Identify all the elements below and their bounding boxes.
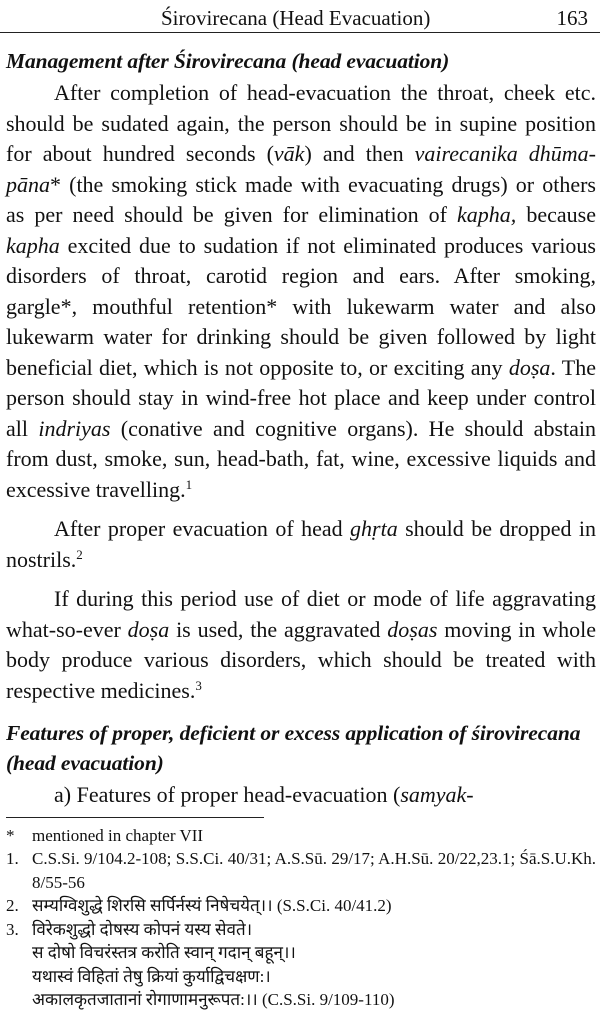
footnote-3: 3. विरेकशुद्धो दोषस्य कोपनं यस्य सेवते। (6, 919, 253, 939)
footnote-ref-2: 2 (76, 546, 83, 562)
footnote-1: 1. C.S.Si. 9/104.2-108; S.S.Ci. 40/31; A.S.Sū. 29/17; A.H.Sū. 20/22,23.1; Śā.S.U.Kh. 8/55-56 (6, 849, 596, 892)
footnote-ref-3: 3 (195, 677, 202, 693)
paragraph-management: After completion of head-evacuation the throat, cheek etc. should be sudated again, the person should be in supine position for about hundred seconds (vāk) and then vairecanika dhūma-pāna* (the smoking stick made with evacuating drugs) or others as per need should be given for elimination of kapha, because kapha excited due to sudation if not eliminated produces various disorders of throat, carotid region and ears. After smoking, gargle*, mouthful retention* with lukewarm water and also lukewarm water for drinking should be given followed by light beneficial diet, which is not opposite to, or exciting any doṣa. The person should stay in wind-free hot place and keep under control all indriyas (conative and cognitive organs). He should abstain from dust, smoke, sun, head-bath, fat, wine, excessive liquids and excessive travelling.$^1$ (6, 80, 596, 502)
running-header (6, 4, 596, 34)
footnote-2: 2. सम्यग्विशुद्धे शिरसि सर्पिर्नस्यं निषेचयेत्।। (S.S.Ci. 40/41.2) (6, 896, 392, 915)
footnote-star: * mentioned in chapter VII (6, 825, 204, 845)
footnote-divider (6, 817, 264, 818)
page-number: 163 (556, 6, 588, 30)
footnote-3-verse-line-2: स दोषो विचरंस्तत्र करोति स्वान् गदान् बहून्।। (32, 943, 296, 962)
footnote-3-verse-line-3: यथास्वं विहितां तेषु क्रियां कुर्याद्विचक्षण:। (32, 966, 271, 986)
footnote-3-verse-line-4: अकालकृतजातानां रोगाणामनुरूपत:।। (C.S.Si. 9/109-110) (32, 990, 395, 1009)
header-rule (0, 32, 600, 33)
paragraph-item-a: a) Features of proper head-evacuation (samyak- (54, 782, 474, 807)
section-heading-management: Management after Śirovirecana (head evacuation) (6, 49, 450, 73)
running-title: Śirovirecana (Head Evacuation) (161, 6, 431, 30)
paragraph-aggravation: If during this period use of diet or mode of life aggravating what-so-ever doṣa is used, the aggravated doṣas moving in whole body produce various disorders, which should be treated with respective medicines.$^3$ (6, 586, 597, 703)
footnote-ref-1: 1 (185, 476, 193, 492)
footnotes (6, 824, 596, 1012)
section-heading-features: Features of proper, deficient or excess application of śirovirecana (head evacuation) (6, 721, 581, 775)
paragraph-ghrta: After proper evacuation of head ghṛta should be dropped in nostrils.$^2$ (6, 516, 596, 572)
